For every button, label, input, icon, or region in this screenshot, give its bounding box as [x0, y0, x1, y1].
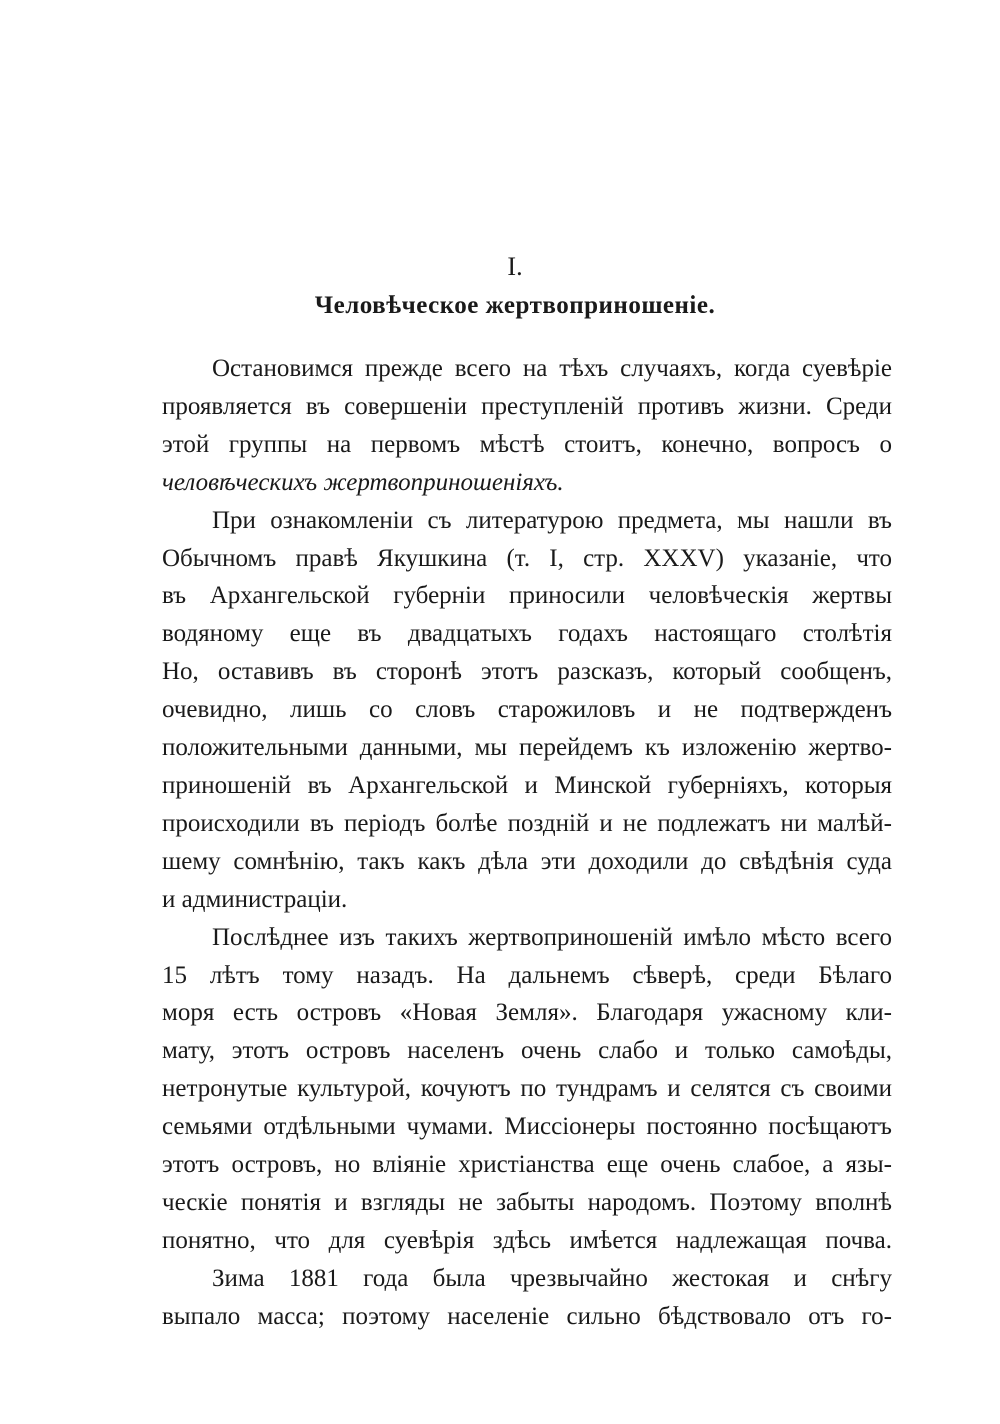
- text-line: Зима 1881 года была чрезвычайно жестокая и снѣгу: [212, 1264, 892, 1292]
- text-line: мату, этотъ островъ населенъ очень слабо и только самоѣды,: [162, 1037, 892, 1065]
- paragraph-2: [162, 502, 892, 919]
- text-line: При ознакомленіи съ литературою предмета, мы нашли въ: [212, 506, 892, 534]
- text-line: этотъ островъ, но вліяніе христіанства еще очень слабое, а язы-: [162, 1151, 892, 1179]
- text-line: ческіе понятія и взгляды не забыты народомъ. Поэтому вполнѣ: [162, 1188, 892, 1216]
- text-line: происходили въ періодъ болѣе поздній и не подлежатъ ни малѣй-: [162, 809, 892, 837]
- text-line: проявляется въ совершеніи преступленій противъ жизни. Среди: [162, 392, 892, 420]
- text-line: приношеній въ Архангельской и Минской губерніяхъ, которыя: [162, 771, 892, 799]
- chapter-title: Человѣческое жертвоприношеніе.: [314, 292, 716, 319]
- text-line: нетронутые культурой, кочуютъ по тундрамъ и селятся съ своими: [162, 1075, 892, 1103]
- text-line: моря есть островъ «Новая Земля». Благодаря ужасному кли-: [162, 999, 892, 1027]
- paragraph-1: [162, 350, 892, 502]
- text-line: понятно, что для суевѣрія здѣсь имѣется надлежащая почва.: [162, 1226, 892, 1254]
- text-line: Остановимся прежде всего на тѣхъ случаяхъ, когда суевѣріе: [212, 355, 892, 382]
- text-line: водяному еще въ двадцатыхъ годахъ настоящаго столѣтія: [162, 620, 892, 648]
- text-line: Но, оставивъ въ сторонѣ этотъ разсказъ, который сообщенъ,: [162, 658, 892, 686]
- body-text: [162, 350, 892, 1336]
- text-line-italic: человѣческихъ жертвоприношеніяхъ.: [162, 468, 564, 496]
- paragraph-3: [162, 919, 892, 1260]
- text-line: положительными данными, мы перейдемъ къ изложенію жертво-: [162, 734, 892, 762]
- text-line: Обычномъ правѣ Якушкина (т. I, стр. XXXV) указаніе, что: [162, 544, 892, 572]
- text-line: очевидно, лишь со словъ старожиловъ и не подтвержденъ: [162, 696, 892, 724]
- text-line: этой группы на первомъ мѣстѣ стоитъ, конечно, вопросъ о: [162, 430, 892, 458]
- text-line: въ Архангельской губерніи приносили человѣческія жертвы: [162, 582, 892, 610]
- text-line: и администраціи.: [162, 885, 348, 913]
- text-line: Послѣднее изъ такихъ жертвоприношеній имѣло мѣсто всего: [212, 923, 892, 951]
- chapter-number: I.: [507, 252, 523, 281]
- text-line: выпало масса; поэтому населеніе сильно бѣдствовало отъ го-: [162, 1302, 892, 1330]
- text-line: шему сомнѣнію, такъ какъ дѣла эти доходили до свѣдѣнія суда: [162, 847, 892, 875]
- paragraph-4: [162, 1260, 892, 1336]
- text-line: семьями отдѣльными чумами. Миссіонеры постоянно посѣщаютъ: [162, 1113, 892, 1141]
- text-line: 15 лѣтъ тому назадъ. На дальнемъ сѣверѣ, среди Бѣлаго: [162, 961, 892, 989]
